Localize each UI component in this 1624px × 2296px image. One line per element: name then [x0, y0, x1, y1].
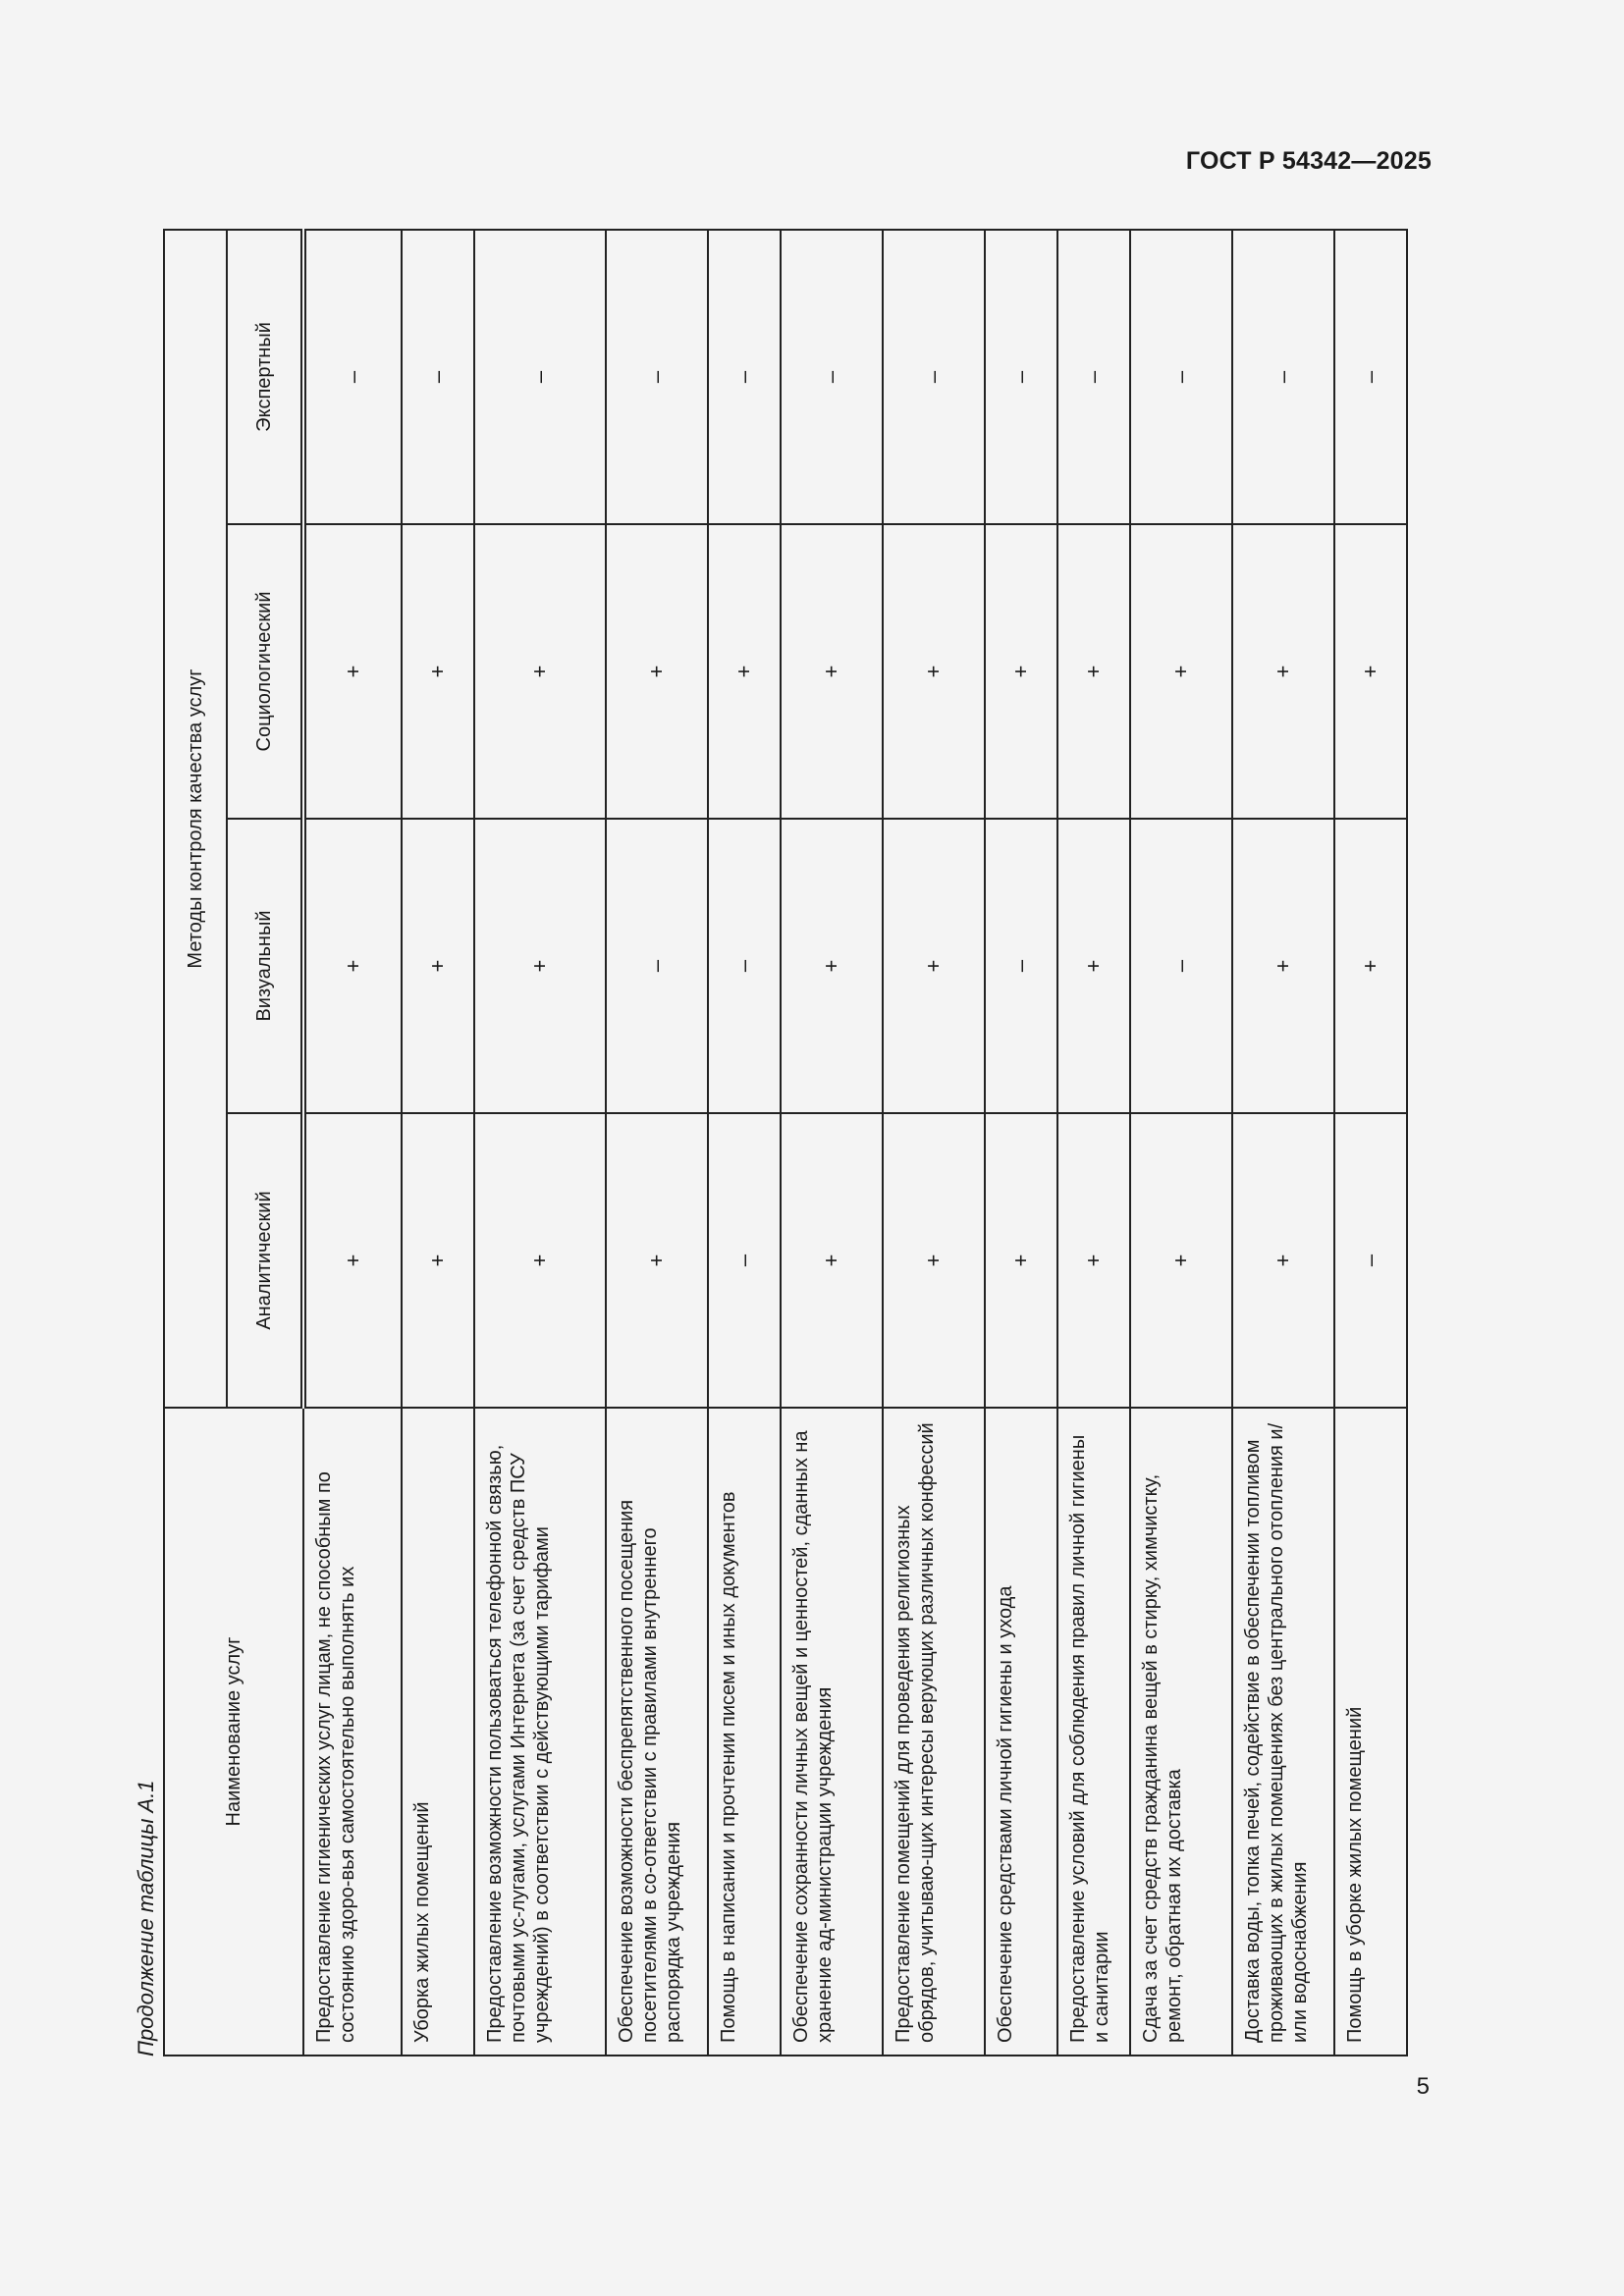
column-header-analytical: Аналитический [227, 1113, 303, 1408]
table-row [402, 230, 474, 2056]
mark-cell: + [303, 1113, 402, 1408]
mark-cell: + [303, 819, 402, 1113]
mark-cell: + [1232, 524, 1334, 819]
mark-cell: + [474, 1113, 606, 1408]
mark-cell: + [985, 524, 1057, 819]
mark-cell: + [985, 1113, 1057, 1408]
mark-cell: – [1232, 230, 1334, 524]
mark-cell: + [1232, 819, 1334, 1113]
service-name-cell: Предоставление условий для соблюдения правил личной гигиены и санитарии [1057, 1408, 1130, 2056]
mark-cell: – [708, 819, 781, 1113]
table-row [1057, 230, 1130, 2056]
mark-cell: – [708, 230, 781, 524]
table-row [1130, 230, 1232, 2056]
mark-cell: – [985, 819, 1057, 1113]
mark-cell: + [402, 524, 474, 819]
service-name-cell: Помощь в написании и прочтении писем и иных документов [708, 1408, 781, 2056]
page-number: 5 [1416, 2073, 1430, 2100]
column-header-service-name: Наименование услуг [164, 1408, 303, 2056]
mark-cell: + [708, 524, 781, 819]
mark-cell: – [708, 1113, 781, 1408]
mark-cell: – [1057, 230, 1130, 524]
mark-cell: + [1057, 524, 1130, 819]
mark-cell: + [781, 524, 883, 819]
mark-cell: + [883, 524, 985, 819]
service-name-cell: Предоставление гигиенических услуг лицам, не способным по состоянию здоро-вья самостоятельно выполнять их [303, 1408, 402, 2056]
table-row [985, 230, 1057, 2056]
service-name-cell: Обеспечение сохранности личных вещей и ценностей, сданных на хранение ад-министрации учреждения [781, 1408, 883, 2056]
mark-cell: – [781, 230, 883, 524]
mark-cell: + [474, 819, 606, 1113]
mark-cell: + [883, 819, 985, 1113]
table-header-row [164, 230, 227, 2056]
mark-cell: + [402, 819, 474, 1113]
mark-cell: + [1057, 1113, 1130, 1408]
mark-cell: + [781, 1113, 883, 1408]
mark-cell: + [1232, 1113, 1334, 1408]
mark-cell: + [606, 1113, 708, 1408]
column-header-sociological: Социологический [227, 524, 303, 819]
service-name-cell: Помощь в уборке жилых помещений [1334, 1408, 1407, 2056]
table-row [1232, 230, 1334, 2056]
mark-cell: + [1130, 524, 1232, 819]
column-group-header-methods: Методы контроля качества услуг [164, 230, 227, 1408]
table-row [474, 230, 606, 2056]
mark-cell: – [883, 230, 985, 524]
service-name-cell: Сдача за счет средств гражданина вещей в стирку, химчистку, ремонт, обратная их доставка [1130, 1408, 1232, 2056]
mark-cell: – [1334, 230, 1407, 524]
mark-cell: – [1130, 230, 1232, 524]
mark-cell: + [1057, 819, 1130, 1113]
mark-cell: – [474, 230, 606, 524]
mark-cell: – [1130, 819, 1232, 1113]
table-caption: Продолжение таблицы А.1 [134, 1780, 158, 2056]
mark-cell: – [606, 819, 708, 1113]
table-container [163, 231, 1402, 2056]
mark-cell: + [883, 1113, 985, 1408]
column-header-expert: Экспертный [227, 230, 303, 524]
mark-cell: – [303, 230, 402, 524]
mark-cell: + [474, 524, 606, 819]
document-code: ГОСТ Р 54342—2025 [1185, 147, 1432, 175]
mark-cell: + [1130, 1113, 1232, 1408]
mark-cell: + [402, 1113, 474, 1408]
column-header-visual: Визуальный [227, 819, 303, 1113]
table-row [1334, 230, 1407, 2056]
mark-cell: + [1334, 819, 1407, 1113]
table-row [883, 230, 985, 2056]
mark-cell: – [1334, 1113, 1407, 1408]
service-name-cell: Обеспечение возможности беспрепятственного посещения посетителями в со-ответствии с правилами внутреннего распорядка учреждения [606, 1408, 708, 2056]
service-name-cell: Предоставление помещений для проведения религиозных обрядов, учитываю-щих интересы верующих различных конфессий [883, 1408, 985, 2056]
quality-control-table [163, 229, 1408, 2056]
table-row [606, 230, 708, 2056]
mark-cell: – [606, 230, 708, 524]
mark-cell: – [402, 230, 474, 524]
service-name-cell: Обеспечение средствами личной гигиены и ухода [985, 1408, 1057, 2056]
mark-cell: + [1334, 524, 1407, 819]
service-name-cell: Уборка жилых помещений [402, 1408, 474, 2056]
table-row [303, 230, 402, 2056]
mark-cell: + [303, 524, 402, 819]
service-name-cell: Доставка воды, топка печей, содействие в обеспечении топливом проживающих в жилых помещениях без центрального отопления и/или водоснабжения [1232, 1408, 1334, 2056]
table-row [708, 230, 781, 2056]
mark-cell: – [985, 230, 1057, 524]
service-name-cell: Предоставление возможности пользоваться телефонной связью, почтовыми ус-лугами, услугами Интернета (за счет средств ПСУ учреждений) в соответствии с действующими тарифами [474, 1408, 606, 2056]
table-row [781, 230, 883, 2056]
mark-cell: + [606, 524, 708, 819]
mark-cell: + [781, 819, 883, 1113]
